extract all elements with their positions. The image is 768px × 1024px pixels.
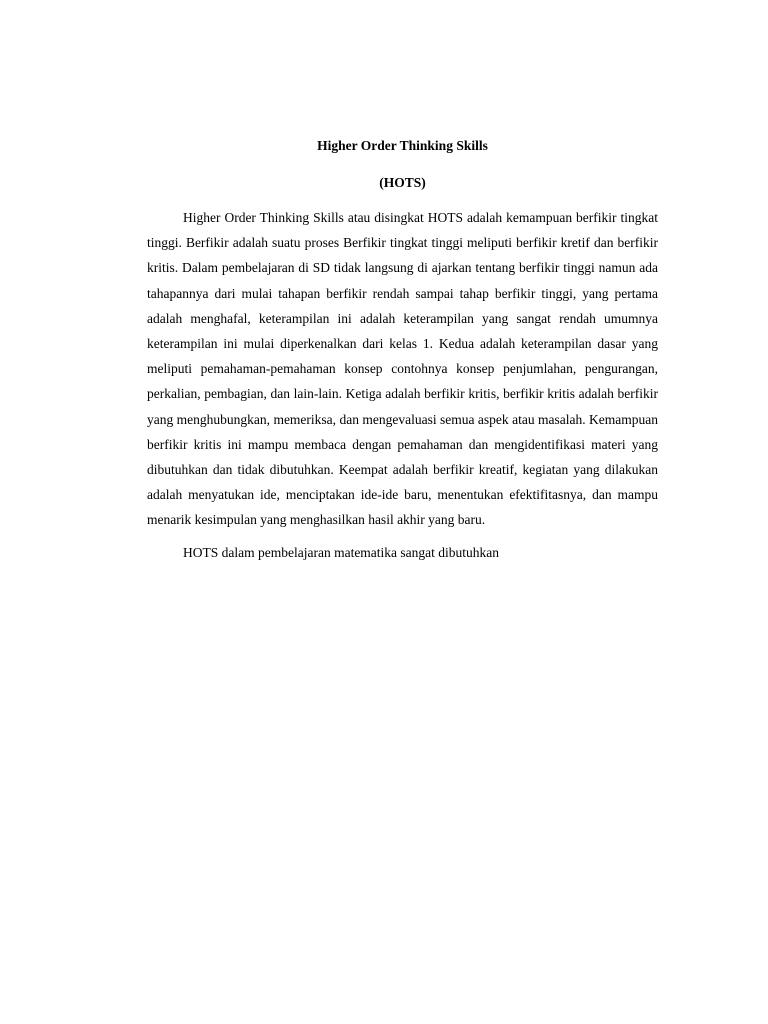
paragraph-hots-definition: Higher Order Thinking Skills atau disingkat HOTS adalah kemampuan berfikir tingkat tinggi. Berfikir adalah suatu proses Berfikir tingkat tinggi meliputi berfikir kretif dan berfikir kritis. Dalam pembelajaran di SD tidak langsung di ajarkan tentang berfikir tinggi namun ada tahapannya dari mulai tahapan berfikir rendah sampai tahap berfikir tinggi, yang pertama adalah menghafal, keterampilan ini adalah keterampilan yang sangat rendah umumnya keterampilan ini mulai diperkenalkan dari kelas 1. Kedua adalah keterampilan dasar yang meliputi pemahaman-pemahaman konsep contohnya konsep penjumlahan, pengurangan, perkalian, pembagian, dan lain-lain. Ketiga adalah berfikir kritis, berfikir kritis adalah berfikir yang menghubungkan, memeriksa, dan mengevaluasi semua aspek atau masalah. Kemampuan berfikir kritis ini mampu membaca dengan pemahaman dan mengidentifikasi materi yang dibutuhkan dan tidak dibutuhkan. Keempat adalah berfikir kreatif, kegiatan yang dilakukan adalah menyatukan ide, menciptakan ide-ide baru, menentukan efektifitasnya, dan mampu menarik kesimpulan yang menghasilkan hasil akhir yang baru.: [147, 210, 658, 528]
document-subtitle: (HOTS): [379, 175, 426, 190]
paragraph-hots-math: HOTS dalam pembelajaran matematika sangat dibutuhkan: [183, 544, 500, 560]
document-body: [147, 136, 658, 565]
document-title: Higher Order Thinking Skills: [317, 138, 488, 153]
